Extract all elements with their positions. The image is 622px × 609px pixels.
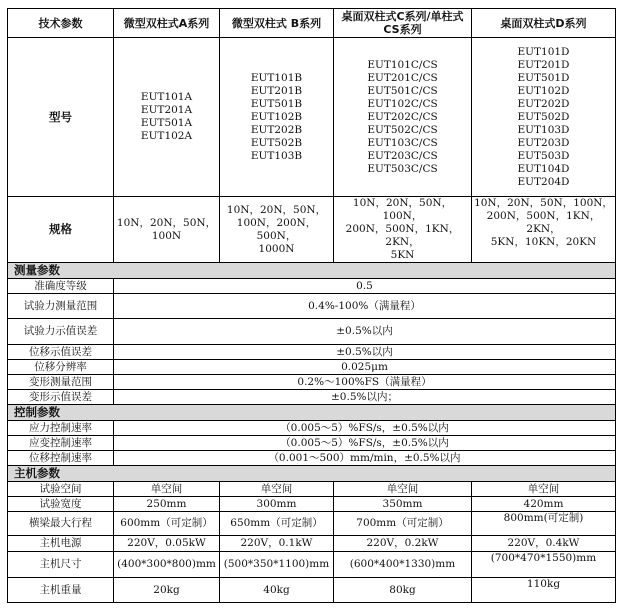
row-label: 应力控制速率: [8, 421, 114, 436]
header-series-c: 桌面双柱式C系列/单柱式CS系列: [334, 9, 472, 38]
model-item: EUT101D: [517, 45, 570, 58]
cell-d: 单空间: [472, 482, 616, 497]
model-item: EUT101B: [250, 71, 303, 84]
model-row: [8, 38, 616, 197]
row-label: 试验宽度: [8, 497, 114, 512]
row-label: 试验力测量范围: [8, 294, 114, 319]
spec-line: 5KN: [390, 249, 415, 261]
row-label: 应变控制速率: [8, 436, 114, 451]
table-row: [8, 451, 616, 466]
model-item: EUT501A: [140, 117, 193, 129]
row-value: （0.005～5）%FS/s，±0.5%以内: [114, 436, 616, 451]
model-list-b: [220, 38, 334, 197]
cell-d: 220V，0.4kW: [472, 536, 616, 552]
model-item: EUT202B: [250, 123, 303, 136]
row-label: 主机重量: [8, 578, 114, 603]
row-value: （0.001～500）mm/min，±0.5%以内: [114, 451, 616, 466]
row-value: 0.025μm: [114, 360, 616, 375]
section-title: 测量参数: [8, 263, 616, 279]
row-label: 准确度等级: [8, 279, 114, 294]
spec-line: 100N，200N，500N，: [236, 216, 317, 242]
model-item: EUT103D: [517, 123, 570, 136]
spec-cell-c: [334, 197, 472, 263]
cell-a: 单空间: [114, 482, 220, 497]
table-row: [8, 360, 616, 375]
row-label: 变形测量范围: [8, 375, 114, 390]
model-item: EUT104D: [517, 162, 570, 175]
cell-b: 300mm: [220, 497, 334, 512]
model-item: EUT201A: [140, 104, 193, 116]
spec-line: 10N，20N，50N，: [226, 203, 327, 216]
row-label: 试验空间: [8, 482, 114, 497]
spec-row: [8, 197, 616, 263]
table-row: [8, 421, 616, 436]
model-item: EUT202C/CS: [367, 110, 438, 123]
spec-line: 10N，20N，50N，100N，: [352, 197, 453, 222]
header-row: [8, 9, 616, 38]
spec-line: 100N: [151, 229, 182, 242]
model-item: EUT102D: [517, 84, 570, 97]
spec-line: 200N，500N，1KN，2KN，: [345, 223, 460, 248]
model-list-c: [334, 38, 472, 197]
row-label: 位移控制速率: [8, 451, 114, 466]
row-value: ±0.5%以内: [114, 345, 616, 360]
spec-line: 10N，20N，50N，: [116, 216, 217, 229]
section-control: [8, 405, 616, 421]
spec-cell-b: [220, 197, 334, 263]
header-series-b: 微型双柱式 B系列: [220, 9, 334, 38]
model-item: EUT502D: [517, 110, 570, 123]
table-row: [8, 552, 616, 578]
model-item: EUT202D: [517, 97, 570, 110]
model-item: EUT502C/CS: [367, 123, 438, 136]
cell-d: 420mm: [472, 497, 616, 512]
model-item: EUT501C/CS: [367, 84, 438, 97]
cell-d: 110kg: [472, 578, 616, 603]
table-row: [8, 482, 616, 497]
model-item: EUT501D: [517, 71, 570, 84]
spec-label: 规格: [8, 197, 114, 263]
row-label: 位移示值误差: [8, 345, 114, 360]
model-item: EUT102C/CS: [367, 97, 438, 110]
table-row: [8, 497, 616, 512]
model-label: 型号: [8, 38, 114, 197]
cell-a: 20kg: [114, 578, 220, 603]
model-item: EUT501B: [250, 97, 303, 110]
model-item: EUT203D: [517, 136, 570, 149]
model-item: EUT101C/CS: [367, 58, 438, 71]
model-item: EUT103C/CS: [367, 136, 438, 149]
cell-c: 350mm: [334, 497, 472, 512]
row-value: ±0.5%以内；: [114, 390, 616, 405]
cell-d: (700*470*1550)mm: [472, 552, 616, 578]
table-row: [8, 536, 616, 552]
model-item: EUT201D: [517, 58, 570, 71]
model-item: EUT102A: [140, 130, 193, 142]
table-row: [8, 436, 616, 451]
cell-a: 220V，0.05kW: [114, 536, 220, 552]
model-item: EUT503C/CS: [367, 162, 438, 175]
model-item: EUT204D: [517, 175, 570, 188]
model-item: EUT201B: [250, 84, 303, 97]
row-label: 变形示值误差: [8, 390, 114, 405]
section-title: 主机参数: [8, 466, 616, 482]
spec-cell-a: [114, 197, 220, 263]
table-row: [8, 578, 616, 603]
spec-line: 200N，500N，1KN，2KN，: [486, 210, 601, 235]
row-value: 0.4%-100%（满量程）: [114, 294, 616, 319]
row-label: 主机电源: [8, 536, 114, 552]
row-value: （0.005～5）%FS/s，±0.5%以内: [114, 421, 616, 436]
cell-b: 40kg: [220, 578, 334, 603]
header-series-a: 微型双柱式A系列: [114, 9, 220, 38]
cell-b: (500*350*1100)mm: [220, 552, 334, 578]
cell-c: 700mm（可定制）: [334, 512, 472, 536]
model-item: EUT201C/CS: [367, 71, 438, 84]
cell-a: (400*300*800)mm: [114, 552, 220, 578]
cell-b: 650mm（可定制）: [220, 512, 334, 536]
spec-table: [7, 8, 616, 603]
row-value: 0.2%～100%FS（满量程）: [114, 375, 616, 390]
table-row: [8, 512, 616, 536]
row-value: 0.5: [114, 279, 616, 294]
header-param: 技术参数: [8, 9, 114, 38]
model-item: EUT503D: [517, 149, 570, 162]
table-row: [8, 345, 616, 360]
section-title: 控制参数: [8, 405, 616, 421]
cell-c: 单空间: [334, 482, 472, 497]
spec-cell-d: [472, 197, 616, 263]
row-label: 位移分辨率: [8, 360, 114, 375]
spec-line: 1000N: [258, 242, 295, 255]
model-item: EUT102B: [250, 110, 303, 123]
cell-a: 600mm（可定制）: [114, 512, 220, 536]
cell-d: 800mm(可定制): [472, 512, 616, 536]
section-host: [8, 466, 616, 482]
cell-c: 220V，0.2kW: [334, 536, 472, 552]
cell-c: (600*400*1330)mm: [334, 552, 472, 578]
table-row: [8, 375, 616, 390]
spec-line: 5KN，10KN，20KN: [490, 236, 597, 248]
spec-line: 10N，20N，50N，100N，: [474, 197, 613, 209]
cell-b: 220V，0.1kW: [220, 536, 334, 552]
table-row: [8, 279, 616, 294]
cell-c: 80kg: [334, 578, 472, 603]
cell-b: 单空间: [220, 482, 334, 497]
cell-a: 250mm: [114, 497, 220, 512]
row-label: 试验力示值误差: [8, 319, 114, 345]
header-series-d: 桌面双柱式D系列: [472, 9, 616, 38]
table-row: [8, 294, 616, 319]
model-item: EUT103B: [250, 149, 303, 162]
model-list-a: [114, 38, 220, 197]
model-item: EUT203C/CS: [367, 149, 438, 162]
row-value: ±0.5%以内: [114, 319, 616, 345]
row-label: 主机尺寸: [8, 552, 114, 578]
section-measure: [8, 263, 616, 279]
table-row: [8, 319, 616, 345]
row-label: 横梁最大行程: [8, 512, 114, 536]
model-item: EUT502B: [250, 136, 303, 149]
model-list-d: [472, 38, 616, 197]
model-item: EUT101A: [140, 91, 193, 103]
table-row: [8, 390, 616, 405]
